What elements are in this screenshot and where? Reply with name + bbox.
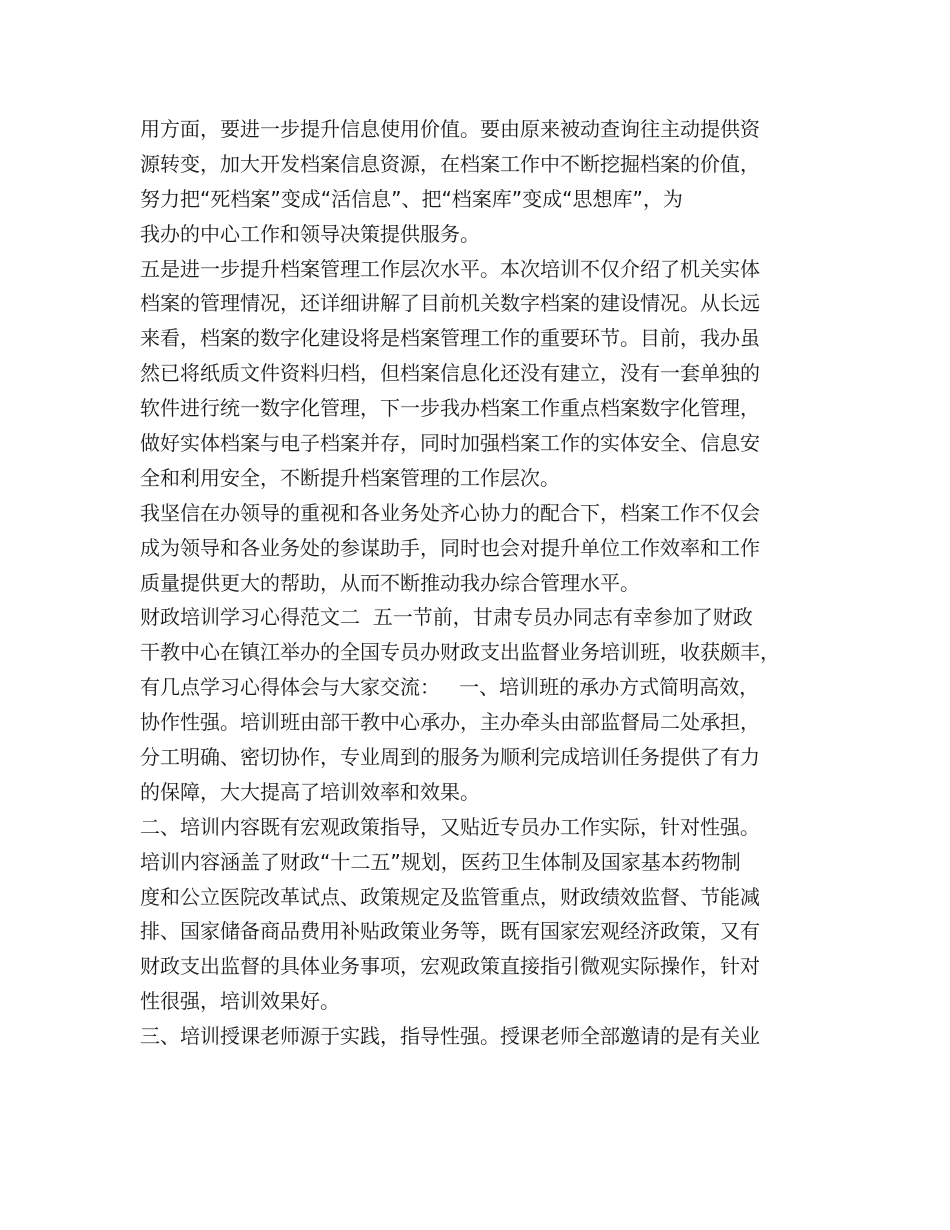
text-line: 排、国家储备商品费用补贴政策业务等，既有国家宏观经济政策，又有 — [140, 919, 760, 944]
text-line: 成为领导和各业务处的参谋助手，同时也会对提升单位工作效率和工作 — [140, 535, 760, 560]
text-line: 培训内容涵盖了财政“十二五”规划，医药卫生体制及国家基本药物制 — [140, 849, 741, 874]
text-line: 性很强，培训效果好。 — [140, 989, 340, 1014]
text-line: 度和公立医院改革试点、政策规定及监管重点，财政绩效监督、节能减 — [140, 884, 760, 909]
text-line: 财政支出监督的具体业务事项，宏观政策直接指引微观实际操作，针对 — [140, 954, 760, 979]
text-line: 干教中心在镇江举办的全国专员办财政支出监督业务培训班，收获颇丰， — [140, 640, 780, 665]
text-line: 有几点学习心得体会与大家交流： 一、培训班的承办方式简明高效， — [140, 675, 760, 700]
text-line: 全和利用安全，不断提升档案管理的工作层次。 — [140, 465, 560, 490]
text-line: 分工明确、密切协作，专业周到的服务为顺利完成培训任务提供了有力 — [140, 745, 760, 770]
text-line: 财政培训学习心得范文二 五一节前，甘肃专员办同志有幸参加了财政 — [140, 605, 753, 630]
text-line: 的保障，大大提高了培训效率和效果。 — [140, 779, 480, 804]
text-line: 来看，档案的数字化建设将是档案管理工作的重要环节。目前，我办虽 — [140, 326, 760, 351]
text-line: 二、培训内容既有宏观政策指导，又贴近专员办工作实际，针对性强。 — [140, 814, 760, 839]
text-line: 五是进一步提升档案管理工作层次水平。本次培训不仅介绍了机关实体 — [140, 256, 760, 281]
text-line: 做好实体档案与电子档案并存，同时加强档案工作的实体安全、信息安 — [140, 431, 760, 456]
text-line: 然已将纸质文件资料归档，但档案信息化还没有建立，没有一套单独的 — [140, 361, 760, 386]
text-line: 源转变，加大开发档案信息资源，在档案工作中不断挖掘档案的价值， — [140, 151, 760, 176]
text-line: 质量提供更大的帮助，从而不断推动我办综合管理水平。 — [140, 570, 640, 595]
text-line: 三、培训授课老师源于实践，指导性强。授课老师全部邀请的是有关业 — [140, 1024, 760, 1049]
text-line: 努力把“死档案”变成“活信息”、把“档案库”变成“思想库”，为 — [140, 186, 683, 211]
text-line: 我办的中心工作和领导决策提供服务。 — [140, 221, 480, 246]
text-line: 用方面，要进一步提升信息使用价值。要由原来被动查询往主动提供资 — [140, 117, 760, 141]
text-line: 我坚信在办领导的重视和各业务处齐心协力的配合下，档案工作不仅会 — [140, 500, 760, 525]
text-line: 档案的管理情况，还详细讲解了目前机关数字档案的建设情况。从长远 — [140, 291, 760, 316]
body-text — [140, 112, 840, 1054]
text-line: 协作性强。培训班由部干教中心承办，主办牵头由部监督局二处承担， — [140, 710, 760, 735]
text-line: 软件进行统一数字化管理，下一步我办档案工作重点档案数字化管理， — [140, 396, 760, 421]
